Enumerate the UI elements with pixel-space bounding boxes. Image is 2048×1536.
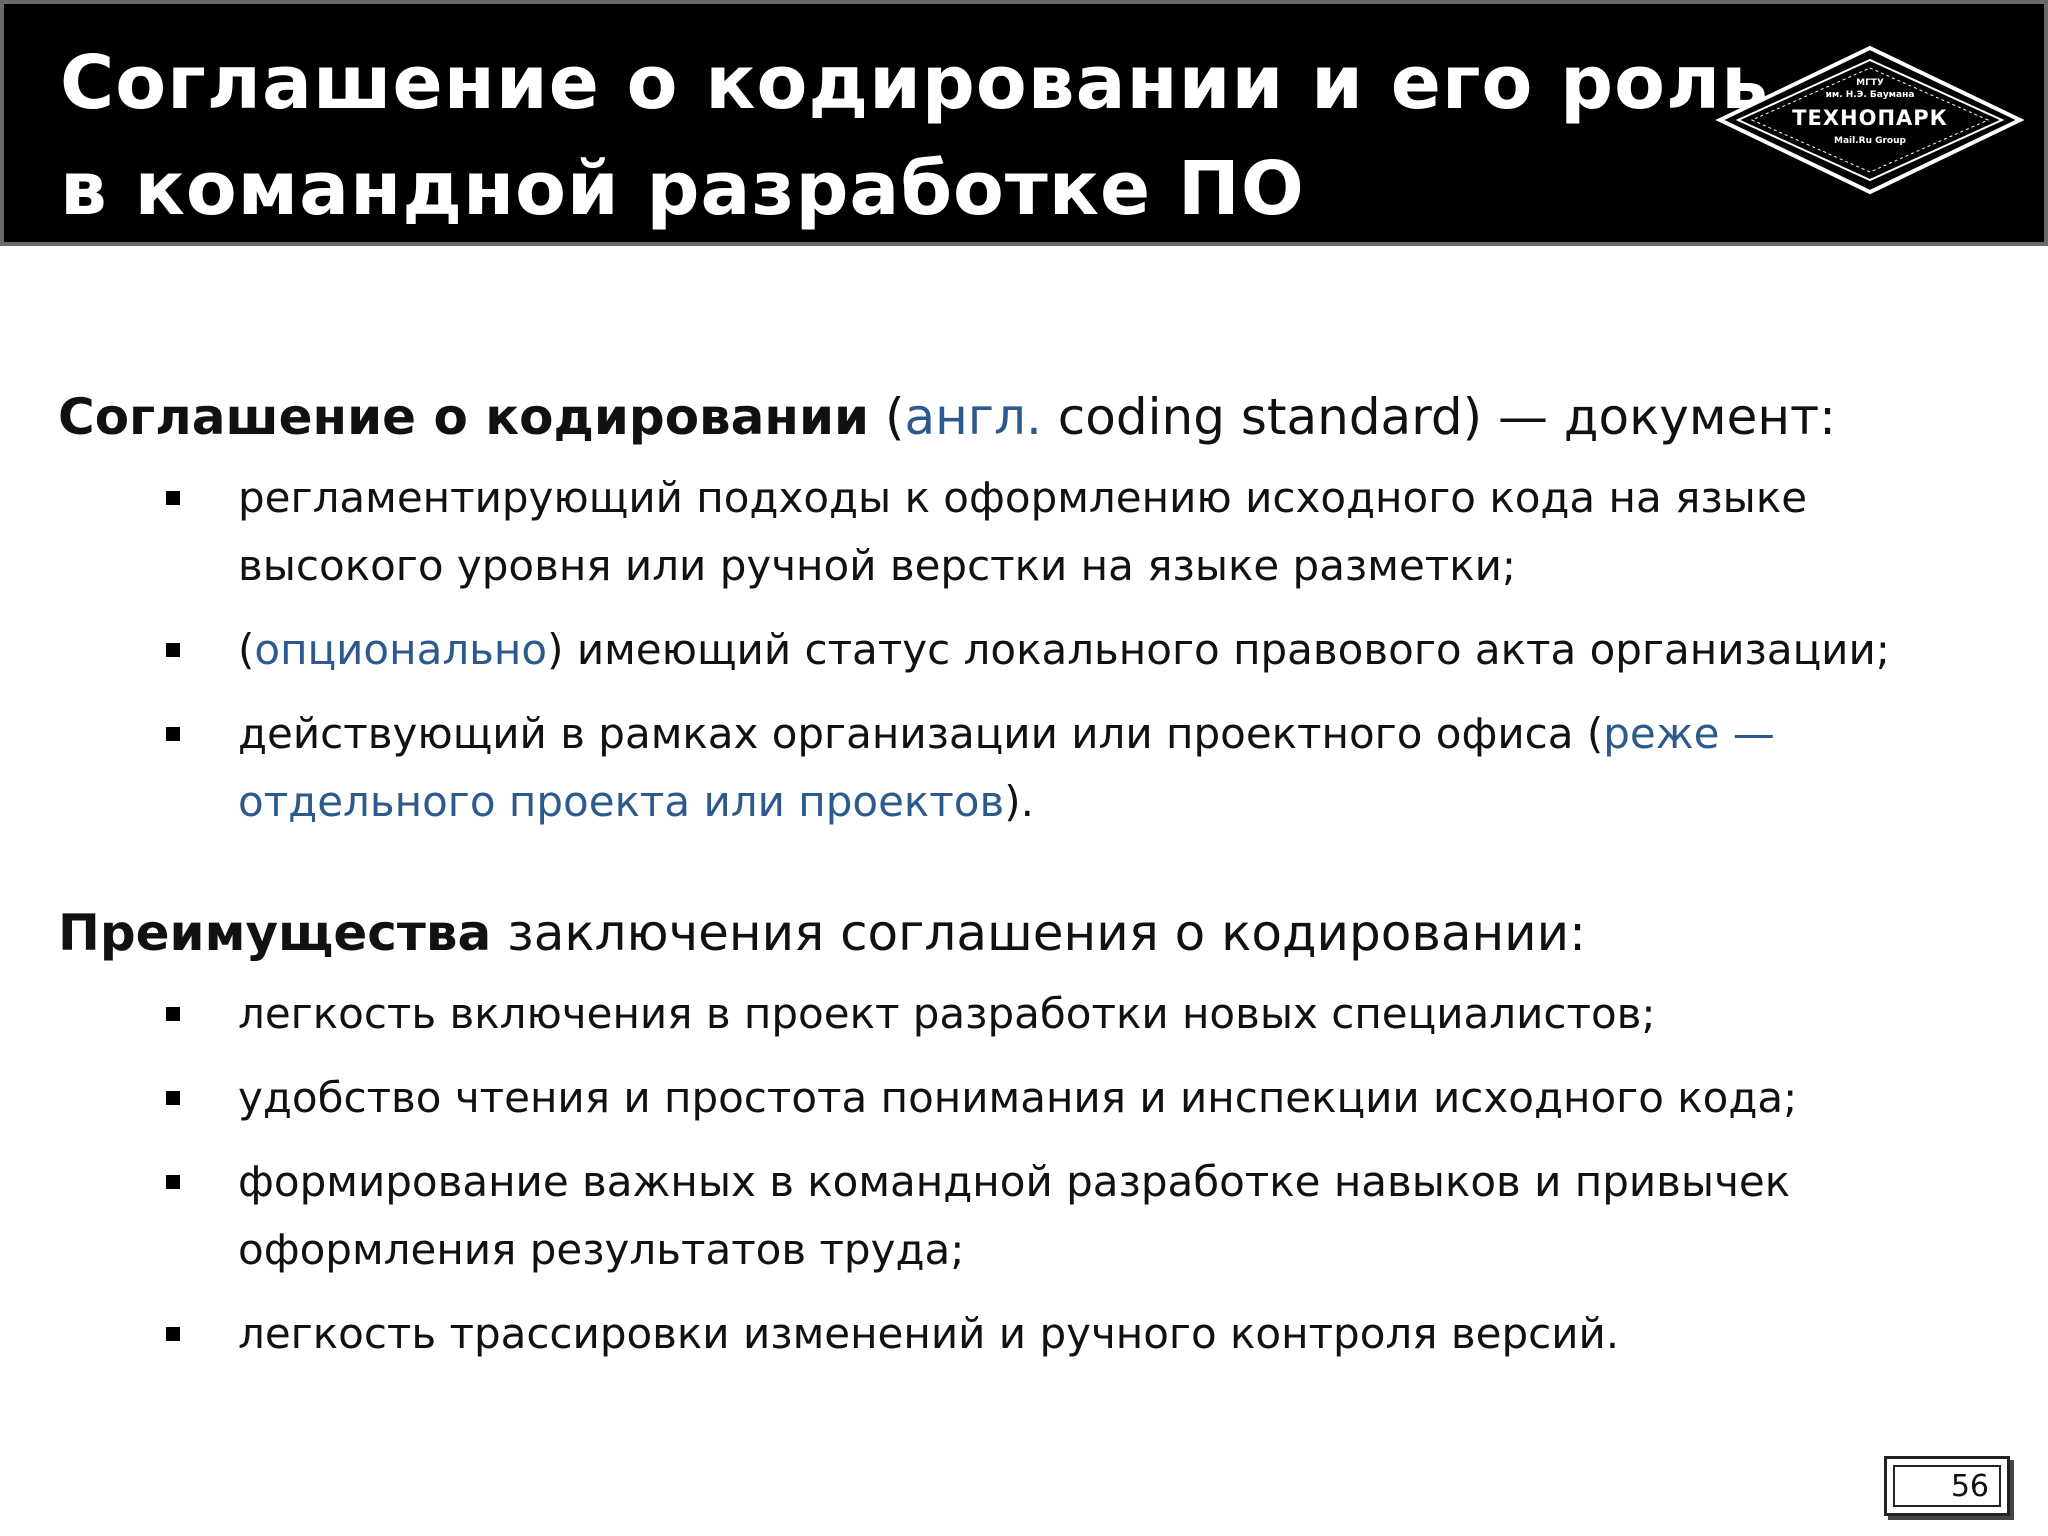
square-bullet-icon <box>166 1007 180 1021</box>
logo-group-name: Mail.Ru Group <box>1834 136 1906 146</box>
page-number-box <box>1884 1456 2010 1516</box>
definition-bullet-1 <box>58 464 2008 600</box>
bullet-main-text: действующий в рамках организации или проектного офиса ( <box>238 709 1604 758</box>
bullet-text <box>238 616 2008 684</box>
square-bullet-icon <box>166 1091 180 1105</box>
advantages-bullet-2 <box>58 1064 2008 1132</box>
slide-title-line-1: Соглашение о кодировании и его роль <box>60 40 1769 126</box>
slide-content <box>58 370 2008 1384</box>
definition-heading <box>58 370 2008 464</box>
square-bullet-icon <box>166 643 180 657</box>
definition-bullet-3 <box>58 700 2008 836</box>
slide-header <box>0 0 2048 246</box>
square-bullet-icon <box>166 1175 180 1189</box>
page-number: 56 <box>1950 1469 1989 1504</box>
bullet-rest-text: ) имеющий статус локального правового акта организации; <box>547 625 1890 674</box>
bullet-accent-text: реже — отдельного проекта или проектов <box>238 709 1775 826</box>
advantages-bullet-1 <box>58 980 2008 1048</box>
advantages-term: Преимущества <box>58 904 492 962</box>
slide-title <box>60 30 1769 242</box>
bullet-close-paren: ). <box>1004 777 1034 826</box>
square-bullet-icon <box>166 491 180 505</box>
bullet-text: легкость включения в проект разработки новых специалистов; <box>238 989 1656 1038</box>
advantages-heading-rest: заключения соглашения о кодировании: <box>491 904 1586 962</box>
bullet-text: удобство чтения и простота понимания и инспекции исходного кода; <box>238 1073 1798 1122</box>
definition-open-paren: ( <box>869 388 905 446</box>
definition-bullet-2 <box>58 616 2008 684</box>
definition-term: Соглашение о кодировании <box>58 388 870 446</box>
technopark-logo <box>1712 40 2028 200</box>
bullet-accent-text: опционально <box>254 625 548 674</box>
logo-university-line-1: МГТУ <box>1856 78 1884 88</box>
definition-bullet-list <box>58 464 2008 836</box>
bullet-text: регламентирующий подходы к оформлению исходного кода на языке высокого уровня или ручной верстки на языке разметки; <box>238 473 1808 590</box>
definition-english-term: coding standard) — документ: <box>1041 388 1836 446</box>
advantages-heading <box>58 886 2008 980</box>
bullet-text: легкость трассировки изменений и ручного контроля версий. <box>238 1309 1620 1358</box>
bullet-text: формирование важных в командной разработке навыков и привычек оформления результатов труда; <box>238 1157 1791 1274</box>
advantages-bullet-3 <box>58 1148 2008 1284</box>
bullet-text <box>238 700 2008 836</box>
logo-university-line-2: им. Н.Э. Баумана <box>1825 90 1915 100</box>
advantages-bullet-4 <box>58 1300 2008 1368</box>
square-bullet-icon <box>166 1327 180 1341</box>
slide-title-line-2: в командной разработке ПО <box>60 146 1305 232</box>
logo-brand-name: ТЕХНОПАРК <box>1792 106 1948 130</box>
square-bullet-icon <box>166 727 180 741</box>
advantages-bullet-list <box>58 980 2008 1368</box>
bullet-open-paren: ( <box>238 625 255 674</box>
definition-lang-abbr: англ. <box>904 388 1042 446</box>
